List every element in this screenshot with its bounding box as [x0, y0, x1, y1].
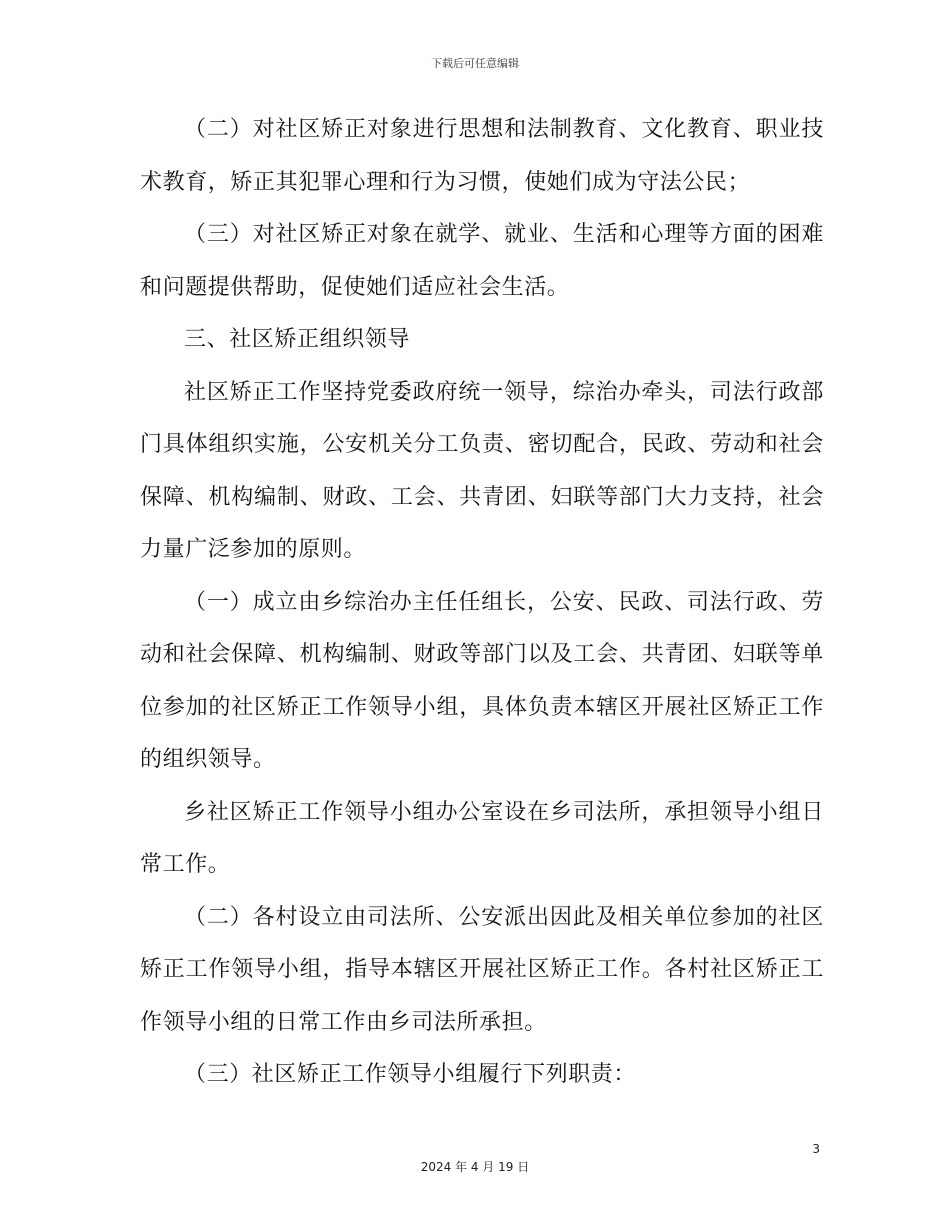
paragraph: 乡社区矫正工作领导小组办公室设在乡司法所，承担领导小组日常工作。: [140, 799, 824, 877]
paragraph: （三）社区矫正工作领导小组履行下列职责：: [184, 1062, 637, 1087]
paragraph: （二）对社区矫正对象进行思想和法制教育、文化教育、职业技术教育，矫正其犯罪心理和行为习惯，使她们成为守法公民；: [140, 117, 824, 195]
document-body: [140, 104, 824, 1102]
paragraph: （一）成立由乡综治办主任任组长，公安、民政、司法行政、劳动和社会保障、机构编制、财政等部门以及工会、共青团、妇联等单位参加的社区矫正工作领导小组，具体负责本辖区开展社区矫正工作的组织领导。: [140, 589, 824, 772]
section-heading: 三、社区矫正组织领导: [184, 327, 411, 352]
paragraph: （三）对社区矫正对象在就学、就业、生活和心理等方面的困难和问题提供帮助，促使她们适应社会生活。: [140, 222, 824, 300]
page-number: 3: [812, 1142, 820, 1156]
page-header: 下载后可任意编辑: [431, 57, 519, 70]
paragraph: 社区矫正工作坚持党委政府统一领导，综治办牵头，司法行政部门具体组织实施，公安机关分工负责、密切配合，民政、劳动和社会保障、机构编制、财政、工会、共青团、妇联等部门大力支持，社会力量广泛参加的原则。: [140, 379, 824, 562]
paragraph: （二）各村设立由司法所、公安派出因此及相关单位参加的社区矫正工作领导小组，指导本辖区开展社区矫正工作。各村社区矫正工作领导小组的日常工作由乡司法所承担。: [140, 904, 824, 1035]
footer-date: 2024 年 4 月 19 日: [420, 1160, 530, 1174]
